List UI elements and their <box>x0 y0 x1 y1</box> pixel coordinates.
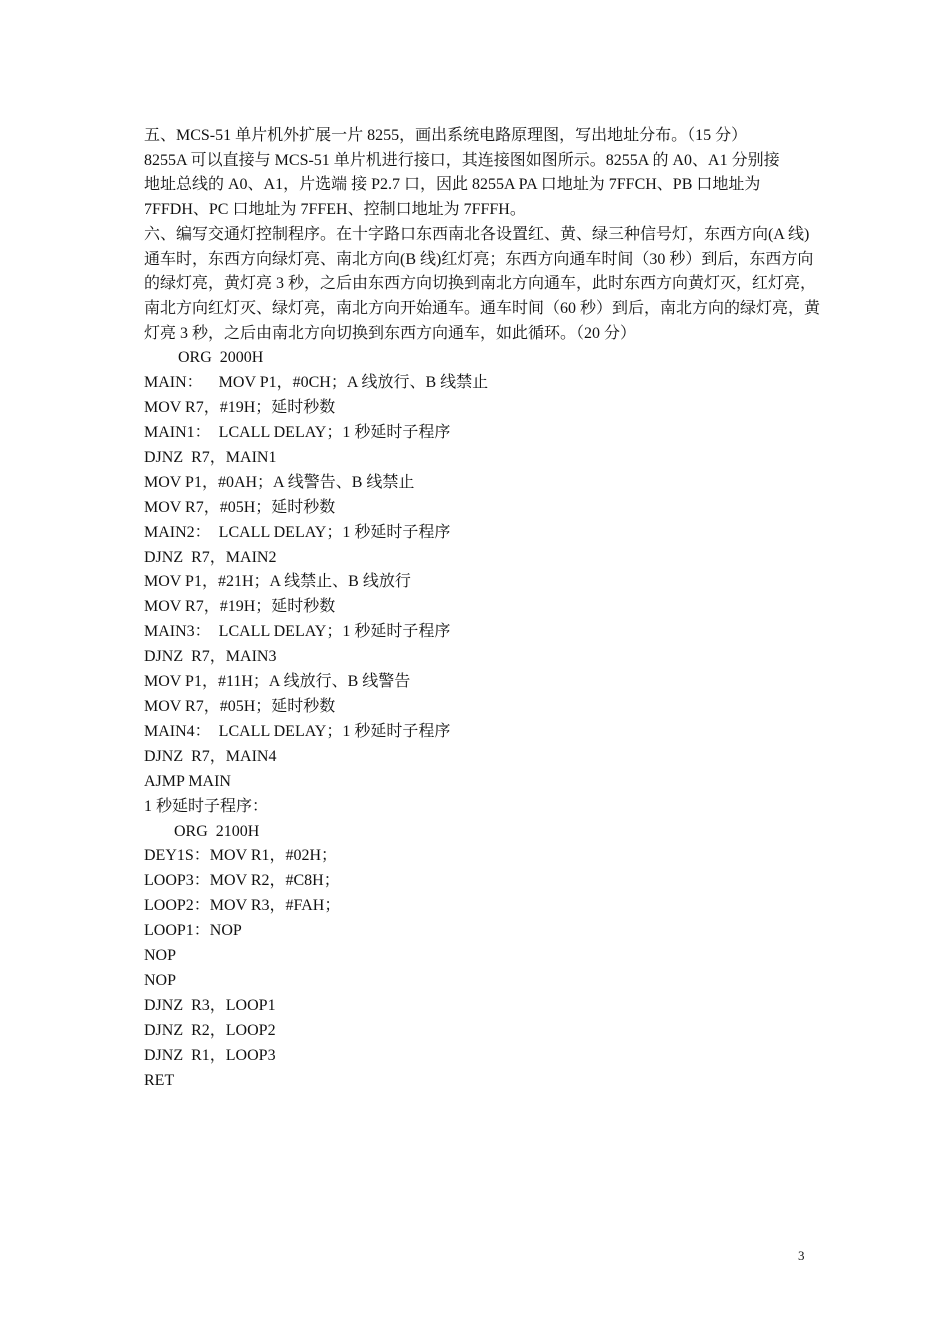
code-line: ORG 2100H <box>174 822 260 840</box>
code-line: DJNZ R7，MAIN2 <box>144 548 277 566</box>
code-line: NOP <box>144 947 177 965</box>
code-line: MOV P1，#11H；A 线放行、B 线警告 <box>144 673 411 691</box>
code-line: MAIN4： LCALL DELAY；1 秒延时子程序 <box>144 722 451 740</box>
code-line: MOV R7，#05H；延时秒数 <box>144 498 336 516</box>
page-content <box>144 124 819 1094</box>
code-line: DJNZ R3，LOOP1 <box>144 996 276 1014</box>
code-line: MAIN1： LCALL DELAY；1 秒延时子程序 <box>144 424 451 442</box>
question-5-answer-line: 8255A 可以直接与 MCS-51 单片机进行接口，其连接图如图所示。8255A 的 A0、A1 分别接 <box>144 151 780 169</box>
page-number: 3 <box>798 1248 805 1263</box>
code-line: DJNZ R2，LOOP2 <box>144 1021 276 1039</box>
question-6-text-line: 六、编写交通灯控制程序。在十字路口东西南北各设置红、黄、绿三种信号灯，东西方向(A 线) <box>144 225 810 243</box>
code-line: DJNZ R1，LOOP3 <box>144 1046 276 1064</box>
code-line: DJNZ R7，MAIN4 <box>144 747 277 765</box>
code-line: DEY1S：MOV R1，#02H； <box>144 847 338 865</box>
code-line: AJMP MAIN <box>144 772 231 790</box>
code-line: DJNZ R7，MAIN3 <box>144 648 277 666</box>
code-line: MOV P1，#21H；A 线禁止、B 线放行 <box>144 573 411 591</box>
question-6-text-line: 的绿灯亮，黄灯亮 3 秒，之后由东西方向切换到南北方向通车，此时东西方向黄灯灭，红灯亮， <box>144 275 817 293</box>
question-6-text-line: 灯亮 3 秒，之后由南北方向切换到东西方向通车，如此循环。（20 分） <box>144 324 637 342</box>
code-line: ORG 2000H <box>178 349 264 367</box>
question-5-answer-line: 7FFDH、PC 口地址为 7FFEH、控制口地址为 7FFFH。 <box>144 201 526 219</box>
code-line: DJNZ R7，MAIN1 <box>144 448 277 466</box>
code-line: RET <box>144 1071 175 1089</box>
code-line: MOV P1，#0AH；A 线警告、B 线禁止 <box>144 473 415 491</box>
subroutine-heading: 1 秒延时子程序： <box>144 797 269 815</box>
code-line: NOP <box>144 971 177 989</box>
question-5-title: 五、MCS-51 单片机外扩展一片 8255，画出系统电路原理图，写出地址分布。（15 分） <box>144 127 748 144</box>
code-line: MOV R7，#05H；延时秒数 <box>144 698 336 716</box>
question-6-text-line: 通车时，东西方向绿灯亮、南北方向(B 线)红灯亮；东西方向通车时间（30 秒）到后，东西方向 <box>144 250 814 268</box>
code-line: LOOP2：MOV R3，#FAH； <box>144 897 341 915</box>
question-6-text-line: 南北方向红灯灭、绿灯亮，南北方向开始通车。通车时间（60 秒）到后，南北方向的绿灯亮，黄 <box>144 299 821 317</box>
code-line: MAIN2： LCALL DELAY；1 秒延时子程序 <box>144 523 451 541</box>
code-line: MOV R7，#19H；延时秒数 <box>144 598 336 616</box>
code-line: MAIN： MOV P1，#0CH；A 线放行、B 线禁止 <box>144 374 489 392</box>
code-line: MAIN3： LCALL DELAY；1 秒延时子程序 <box>144 623 451 641</box>
code-line: MOV R7，#19H；延时秒数 <box>144 399 336 417</box>
code-line: LOOP1：NOP <box>144 922 242 940</box>
code-line: LOOP3：MOV R2，#C8H； <box>144 872 340 890</box>
question-5-answer-line: 地址总线的 A0、A1，片选端 接 P2.7 口，因此 8255A PA 口地址为 7FFCH、PB 口地址为 <box>144 176 761 194</box>
